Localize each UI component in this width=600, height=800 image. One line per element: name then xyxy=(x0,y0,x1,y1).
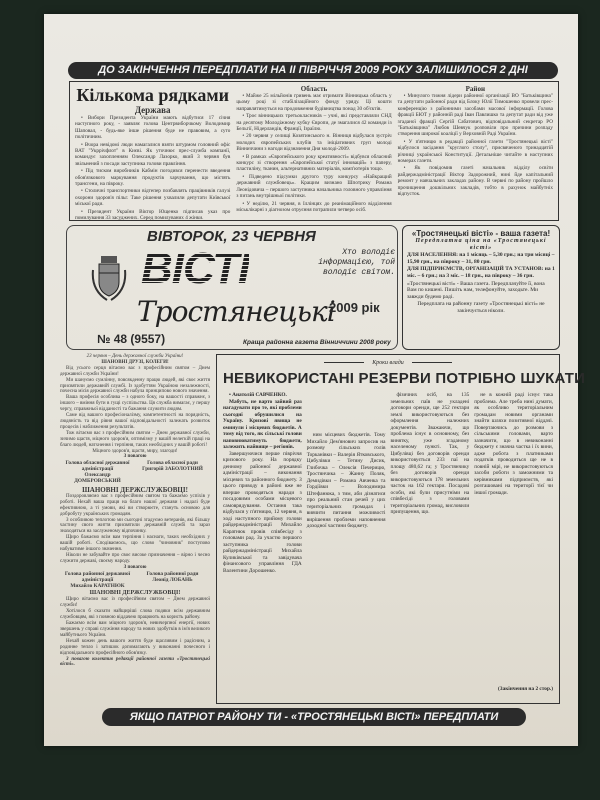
signatory-name: Олександр ДОМБРОВСЬКИЙ xyxy=(74,472,121,485)
article-headline: НЕВИКОРИСТАНІ РЕЗЕРВИ ПОТРІБНО ШУКАТИ xyxy=(223,370,586,387)
signatory-title: Голова обласної державної адміністрації xyxy=(65,460,130,473)
signatures xyxy=(62,572,208,590)
coat-of-arms-icon xyxy=(89,250,129,302)
masthead xyxy=(66,225,398,350)
brief-item: • У неділю, 21 червня, в Іллінцях до реанімаційного відділення міськлікарні з діагнозом отруєння потрапили четверо осіб. xyxy=(236,200,392,213)
continued-note: (Закінчення на 2 стор.) xyxy=(498,685,553,692)
promo-title: «Тростянецькі вісті» - ваша газета! xyxy=(411,229,551,238)
newspaper-page xyxy=(44,14,586,746)
briefs-district-column xyxy=(398,85,553,217)
greetings-column xyxy=(60,354,210,704)
briefs-state-column xyxy=(75,85,231,222)
paragraph: Щиро бажаємо всім вам терпіння і наснаги, таких необхідних у вашій роботі. Сподіваємось, що слово "чиновник" поступово набуватиме іншого значення. xyxy=(60,535,210,553)
issue-number: № 48 (9557) xyxy=(97,332,166,346)
year: 2009 рік xyxy=(329,300,380,315)
promo-lead: Передплатна ціна на «Тростянецькі вісті» xyxy=(415,238,547,251)
signatory-title: Голова районної ради xyxy=(146,570,199,577)
award-tagline: Краща районна газета Вінниччини 2008 року xyxy=(243,339,391,346)
brief-item: • У п'ятницю в редакції районної газети "Тростянецькі вісті" відбулося засідання "круглого столу", присвяченого тринадцятій річниці української Конституції. Детальніше читайте в наступних номерах газети. xyxy=(397,138,553,165)
paragraph: Тож вітаємо вас з професійним святом – Днем державної служби, зичимо щастя, міцного здоров'я, оптимізму у вашій нелегкій праці на благо людей, натхнення і терпіння, таких необхідних у вашій роботі! xyxy=(60,430,210,448)
signatory-name: Леонід ЛОБАНЬ xyxy=(152,576,193,583)
greeting-title: ШАНОВНІ ДРУЗІ, КОЛЕГИ! xyxy=(101,359,169,365)
paragraph: Бажаємо всім вам міцного здоров'я, невичерпної енергії, нових звершень у справі служіння народу та нових здобутків в ім'я великого майбутнього України. xyxy=(60,621,210,638)
district-heading: Район xyxy=(465,85,485,93)
article-author: • Анатолій САВЧЕНКО. xyxy=(229,392,287,398)
promo-text: «Тростянецькі вісті» - Ваша газета. Передплачуйте її, вона Вам по кишені. Пишіть нам, телефонуйте, заходьте. Ми завжди будемо раді. xyxy=(407,280,545,300)
paragraph: Нехай кожен день вашого життя буде щасливим і радісним, а родинне тепло і затишок допомагають у виконанні почесного і відповідального професійного обов'язку. xyxy=(60,638,210,656)
motto: Хто володіє інформацією, той володіє світом. xyxy=(318,248,395,277)
article-body xyxy=(223,392,553,692)
paragraph: Саме від вашого професіоналізму, компетентності на порядність, людяність та від рівня вашої відповідальності залежать розвиток процесів і наближення результатів. xyxy=(60,413,210,430)
kicker-text: Кроки влади xyxy=(372,360,404,366)
brief-item: • Майже 25 мільйонів гривень має отримати Вінницька область у цьому році зі стабілізаційного фонду уряду. Ці кошти направлятимуться на продовження будівництва понад 30 об'єктів. xyxy=(236,93,392,112)
article-lead: Мабуть, не варто зайвий раз нагадувати про те, які проблеми сьогодні обрушилися на Україну. Кризові явища не оминули і місцевих бюджетів. А тому від того, як сільські голови наповнюватимуть бюджети, залежить найвище – регіонів. xyxy=(223,398,302,450)
paragraph: Ніколи не забувайте про своє високе призначення – вірно і чесно служити державі, своєму народу. xyxy=(60,553,210,564)
paragraph: фізичних осіб, на 135 земельних паїв не укладені договори оренди, ще 252 гектари землі використовуються без оформлення належних документів. Зважаючи, що проблема існує в основному, без винятку, уже згаданому населеному пункті. Так, у Цибулівці без договорів оренди використовується 233 паї на площу 480,62 га; у Тростянчику без договорів оренди використовуються 178 земельних часток на 162 гектари. Посадові особи, які були присутніми на співбесіді з головами територіальних громад, висловили припущення, що. xyxy=(390,392,470,515)
logo-visti: ВІСТІ xyxy=(141,244,250,293)
brief-item: • Підведено підсумки другого туру конкурсу «Найкращий державний службовець». Кращим визнано Шпотрику Романа Леонідовича – першого заступника начальника головного управління з питань внутрішньої політики. xyxy=(236,173,392,200)
paragraph: не в кожній раді існує така проблема. Але треба нині думати, як особливо територіальним громадам новими органами знайти шляхи позитивної віддачі. Повертаючись до розмови з сільськими головами, варто зазначити, що в невиконанні бюджету є значна частка і їх вини, адже робота з платниками податків проводиться ще не в повній мірі, не використовуються засоби роботи з заможними та керівниками підприємств, які розташовані на території тієї чи іншої громади. xyxy=(474,392,553,496)
greeting-title: ШАНОВНІ ДЕРЖСЛУЖБОВЦІ! xyxy=(82,485,188,494)
brief-item: • Столичні транспортники відтепер позбавлять працівників галузі охорони здоров'я пільг. Таке рішення ухвалили депутати Київської міської ради. xyxy=(75,188,231,208)
subscription-promo-box xyxy=(402,225,560,350)
greeting-title: ШАНОВНІ ДЕРЖСЛУЖБОВЦІ! xyxy=(89,590,181,597)
brief-item: • 20 червня у селищі Козятинського н. Вінниця відбулася зустріч молодих європейських клубів та ініціативних груп молоді Вінниччини з нагоди відзначення Дня молоді-2009. xyxy=(236,133,392,153)
promo-closing: Передплата на районну газету «Тростянецькі вісті» не закінчується ніколи. xyxy=(417,301,545,314)
briefs-title: Кількома рядками xyxy=(76,85,229,105)
regards: З повагою xyxy=(123,454,147,460)
news-briefs-box xyxy=(69,81,559,221)
occasion: 23 червня – День державної служби України! xyxy=(86,354,184,359)
signatory-name: Григорій ЗАБОЛОТНИЙ xyxy=(142,466,203,473)
brief-item: • Як повідомив газеті начальник відділу освіти райдержадміністрації Віктор Задорожний, нині йде капітальний ремонт у навчальних закладах району. В червні по району пройшло прочищення дошкільних закладів, тобто в рахунок майбутніх відпусток. xyxy=(397,165,553,198)
greeting-from: З повагою колектив редакції районної газети «Тростянецькі вісті». xyxy=(60,656,210,668)
paragraph: Поздоровляємо вас з професійним святом та бажаємо успіхів у роботі. Нехай ваша праця на благо нашої держави і надалі буде ефективною, а ті умови, які ви створюєте, стануть основою для добробуту українських громадян. xyxy=(60,493,210,517)
brief-item: • Вибори Президента України мають відбутися 17 січня наступного року, - заявляє голова Центрвиборчкому Володимир Шаповал, - будь-яке інше рішення буде не правовим, а суто політичним. xyxy=(75,115,231,141)
brief-item: • Минулого тижня лідери районної організації ВО "Батьківщина" та депутати районної ради від Блоку Юлії Тимошенко провели прес-конференцію з районними засобами масової інформації. Голова фракції БЮТ у районній раді Іван Павлишко та депутат ради від уже згаданої фракції Сергій Сабатович, відповідальний секретар РО "Батьківщина" Любов Шевчук розповіли про причини розпаду створення широкої коаліції у Верховній Раді України. xyxy=(397,93,553,138)
state-heading: Держава xyxy=(134,105,171,115)
regards: З повагою xyxy=(123,564,147,570)
article-column xyxy=(307,392,386,692)
subscribe-slogan-banner: ЯКЩО ПАТРІОТ РАЙОНУ ТИ - «ТРОСТЯНЕЦЬКІ ВІСТІ» ПЕРЕДПЛАТИ xyxy=(102,708,526,726)
brief-item: • В рамках «Європейського року креативності» відбувся обласний конкурс зі створення «Європейської статуї інновацій» з паперу, пластиліну, тканин, альтернативних матеріалів, комп'ютерів тощо. xyxy=(236,153,392,173)
article-column xyxy=(223,392,302,692)
paragraph: Від усього серця вітаємо вас з професійним святом – Днем державної служби України! xyxy=(60,365,210,377)
price-population: ДЛЯ НАСЕЛЕННЯ: на 1 місяць – 5,30 грн.; на три місяці – 15,90 грн., на півроку – 31, 80 грн. xyxy=(407,252,555,265)
signatory-name: Михайло КАРАТНЮК xyxy=(70,582,125,589)
article-kicker xyxy=(223,359,553,367)
paragraph: З особливою теплотою ми сьогодні згадуємо ветеранів, які більшу частину свого життя присвятили державній службі та зараз знаходяться на заслуженому відпочинку. xyxy=(60,517,210,535)
paragraph: ним місцевих бюджетів. Тому Михайло Дем'янович запросив на розмову сільських голів Торканівки – Валерія Ятковського, Цибулівки – Тетяну Дисик, Глибочка – Олексія Печерицю, Тростянчика – Жанну Поляк, Демидівки – Романа Авченка та Гордіївки – Володимира Штефанюка, з тим, аби дізнатися про реальний стан речей у цих територіальних громадах і вивчити питання можливості вирішення проблеми наповнення доходної частини бюджету. xyxy=(306,432,386,529)
article-column xyxy=(474,392,553,692)
signatory-title: Голова обласної ради xyxy=(147,460,198,467)
article-column xyxy=(391,392,470,692)
logo-trostianetski: Тростянецькі xyxy=(137,295,335,328)
signatory-title: Голова районної державної адміністрації xyxy=(64,570,131,583)
brief-item: • Вчора невідомі люди намагалися взяти штурмом головний офіс ВАТ "Укррічфлот" в Києві. Як уточнює прес-служба компанії, командує захопленням Олександр Лазорко, який 3 червня був звільнений з посади заступника голови правління. xyxy=(75,141,231,167)
region-heading: Область xyxy=(300,85,328,93)
briefs-region-column xyxy=(236,85,391,217)
paragraph: Ми шануємо сумлінну, повсякденну працю людей, які своє життя присвятили державній службі. Із здобуттям Україною незалежності, почесна місія державної служби набула принципово нового значення. xyxy=(60,377,210,395)
paragraph: Міцного здоров'я, щастя, миру, злагоди! xyxy=(92,448,178,454)
brief-item: • Під тиском виробників Кабмін погодився перенести введення обов'язкового маркування продуктів харчування, що містять трансгени, на півроку. xyxy=(75,168,231,188)
brief-item: • Президент України Віктор Ющенко підписав указ про помилування 33 засуджених. Серед помилуваних 4 жінки. xyxy=(75,208,231,222)
lead-article xyxy=(216,354,586,704)
price-organizations: ДЛЯ ПІДПРИЄМСТВ, ОРГАНІЗАЦІЙ ТА УСТАНОВ: на 1 міс. – 6 грн.; на 3 міс. – 18 грн., на півроку – 36 грн. xyxy=(407,266,555,279)
signatures xyxy=(62,461,208,485)
paragraph: Ваша професія особлива – з одного боку, на вашості справжнє, з іншого – вміння бути в гущі суспільства. Ця служба вимагає, у першу чергу, справжньої відданості та бажання служити людям. xyxy=(60,395,210,413)
paragraph: Завершуючися перше півріччя кризового року. На порядку денному районної державної адміністрації – виконання місцевих та районного бюджету. З цього приводу в районі вже не вперше проводяться наради з посадовими особами місцевого самоврядування. Остання така відбулася у п'ятницю, 12 червня, в ході наступного прийому голови райдержадміністрації Михайло Каратнюк провів співбесіду з головами рад. За участю першого заступника голови райдержадміністрації Михайла Куликівської та завідувача фінансового управління ГДА Валентини Дорошенко. xyxy=(223,450,302,574)
paragraph: Щиро вітаємо вас із професійним святом – Днем державної служби! xyxy=(60,597,210,609)
paragraph: Хотілося б сказати найщиріші слова подяки всім державним службовцям, які з повною віддачею працюють на користь району. xyxy=(60,609,210,621)
subscription-deadline-banner: ДО ЗАКІНЧЕННЯ ПЕРЕДПЛАТИ НА ІІ ПІВРІЧЧЯ 2009 РОКУ ЗАЛИШИЛОСЯ 2 ДНІ xyxy=(68,62,558,79)
issue-date: ВІВТОРОК, 23 ЧЕРВНЯ xyxy=(147,228,316,245)
brief-item: • Троє вінницьких третьокласників – учні, які представляли СНД на десятому Молодіжному кубку Європи, де змагалися 42 команди із Бельгії, Нідерландів, Франції, Ізраїлю. xyxy=(236,113,392,133)
